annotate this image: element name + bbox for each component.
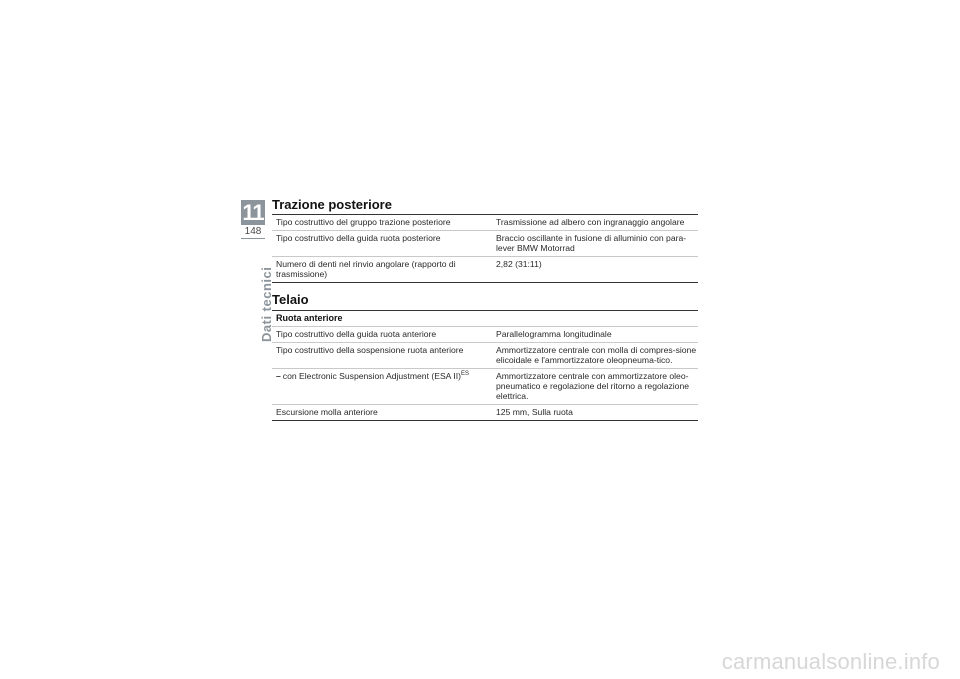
- spec-key: Escursione molla anteriore: [272, 405, 496, 421]
- spec-key: Tipo costruttivo della guida ruota posteriore: [272, 231, 496, 257]
- group-heading: Ruota anteriore: [272, 311, 698, 327]
- table-group-row: [272, 311, 698, 327]
- spec-key: Tipo costruttivo della sospensione ruota anteriore: [272, 343, 496, 369]
- spec-key-text: con Electronic Suspension Adjustment (ESA II): [282, 371, 461, 381]
- spec-value: Braccio oscillante in fusione di alluminio con para-lever BMW Motorrad: [496, 231, 698, 257]
- spec-value: Trasmissione ad albero con ingranaggio angolare: [496, 215, 698, 231]
- spec-value: Ammortizzatore centrale con ammortizzatore oleo-pneumatico e regolazione del ritorno a regolazione elettrica.: [496, 369, 698, 405]
- table-row: [272, 405, 698, 421]
- table-row: [272, 327, 698, 343]
- spec-key: Tipo costruttivo del gruppo trazione posteriore: [272, 215, 496, 231]
- spec-value: 2,82 (31:11): [496, 257, 698, 283]
- watermark: carmanualsonline.info: [721, 649, 940, 674]
- option-code: ES: [460, 371, 469, 378]
- page-number-divider: [241, 238, 265, 239]
- table-row: [272, 369, 698, 405]
- table-row: [272, 343, 698, 369]
- spec-key-option: [272, 369, 496, 405]
- spec-value: 125 mm, Sulla ruota: [496, 405, 698, 421]
- spec-key: Tipo costruttivo della guida ruota anteriore: [272, 327, 496, 343]
- spec-value: Ammortizzatore centrale con molla di compres-sione elicoidale e l'ammortizzatore oleopneuma-tico.: [496, 343, 698, 369]
- table-row: [272, 215, 698, 231]
- spec-key: Numero di denti nel rinvio angolare (rapporto di trasmissione): [272, 257, 496, 283]
- section-title-rear-drive: Trazione posteriore: [272, 197, 392, 212]
- page-content: [272, 196, 698, 421]
- dash-bullet-icon: –: [276, 371, 281, 381]
- page-number: 148: [244, 226, 262, 237]
- table-row: [272, 231, 698, 257]
- chapter-number-tab: 11: [242, 200, 264, 225]
- spec-value: Parallelogramma longitudinale: [496, 327, 698, 343]
- table-row: [272, 257, 698, 283]
- chapter-side-label: Dati tecnici: [259, 266, 274, 342]
- rear-drive-spec-table: [272, 214, 698, 283]
- section-title-frame: Telaio: [272, 292, 309, 307]
- frame-spec-table: [272, 310, 698, 421]
